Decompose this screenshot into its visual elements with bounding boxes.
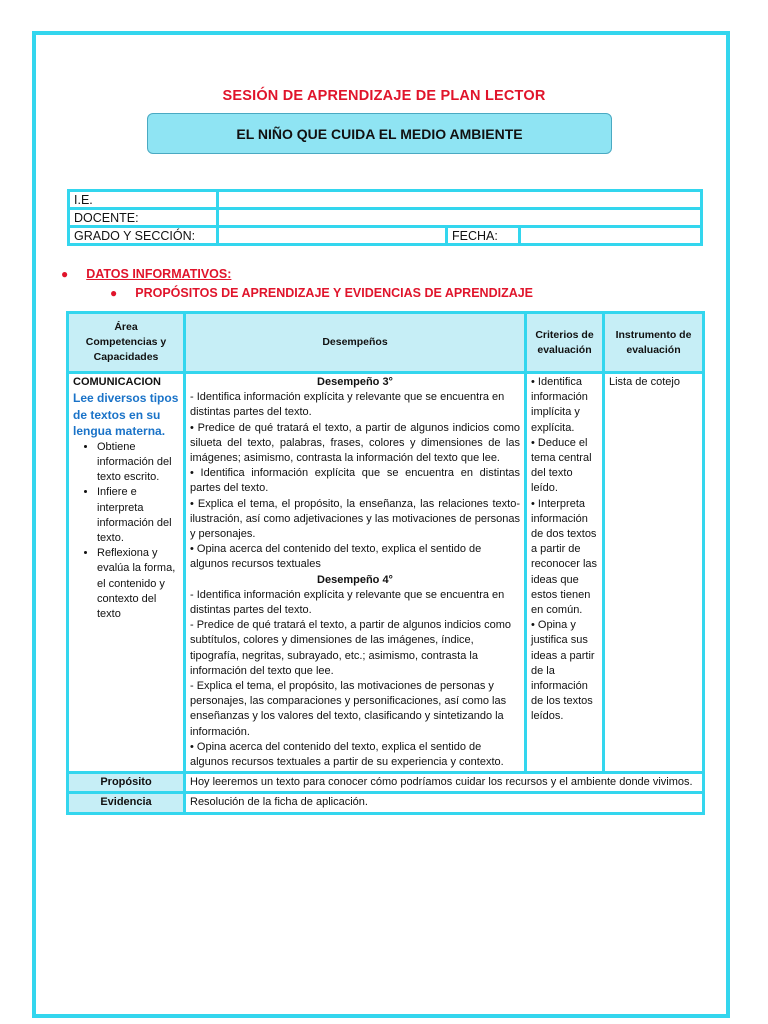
- session-title: EL NIÑO QUE CUIDA EL MEDIO AMBIENTE: [236, 125, 523, 142]
- datos-heading: ● DATOS INFORMATIVOS:: [61, 267, 232, 281]
- desempeno3-title: Desempeño 3°: [317, 376, 393, 388]
- evidencia-label: Evidencia: [68, 793, 185, 813]
- fecha-value[interactable]: [520, 227, 702, 245]
- desempenos-cell: [185, 373, 526, 773]
- criterio-item: • Opina y justifica sus ideas a partir de la información de los textos leídos.: [531, 619, 595, 723]
- grado-value[interactable]: [218, 227, 447, 245]
- area-name: COMUNICACION: [73, 376, 161, 388]
- capacidad-item: • Infiere e interpreta información del texto.: [97, 485, 179, 546]
- docente-value[interactable]: [218, 209, 702, 227]
- competencia-title: Lee diversos tipos de textos en su lengua materna.: [73, 391, 179, 439]
- desempeno-item: • Opina acerca del contenido del texto, explica el sentido de algunos recursos textuales a partir de su experiencia y contexto.: [190, 740, 504, 769]
- criterios-cell: [526, 373, 604, 773]
- evidencia-text: Resolución de la ficha de aplicación.: [185, 793, 704, 813]
- desempeno4-title: Desempeño 4°: [317, 573, 393, 586]
- header-instrumento: Instrumento de evaluación: [604, 313, 704, 373]
- header-criterios: Criterios de evaluación: [526, 313, 604, 373]
- header-area: Área Competencias y Capacidades: [68, 313, 185, 373]
- propositos-heading: ● PROPÓSITOS DE APRENDIZAJE Y EVIDENCIAS DE APRENDIZAJE: [110, 286, 534, 300]
- criterio-item: • Identifica información implícita y explícita.: [531, 376, 588, 434]
- desempeno-item: • Identifica información explícita que se encuentra en distintas partes del texto.: [190, 467, 520, 495]
- proposito-label: Propósito: [68, 773, 185, 793]
- capacidad-item: • Reflexiona y evalúa la forma, el contenido y contexto del texto: [97, 546, 179, 622]
- info-table: [67, 189, 703, 246]
- desempeno-item: - Identifica información explícita y relevante que se encuentra en distintas partes del texto.: [190, 391, 505, 419]
- ie-label: I.E.: [69, 191, 218, 209]
- area-cell: [68, 373, 185, 773]
- propositos-table: [66, 311, 705, 815]
- desempeno-item: - Predice de qué tratará el texto, a partir de algunos indicios como subtítulos, colores y dimensiones de las imágenes, índice, tipografía, negritas, subrayado, etc.; asimismo, contrasta la información del texto que lee.: [190, 619, 512, 677]
- session-title-box: [147, 113, 612, 154]
- desempeno-item: • Explica el tema, el propósito, la enseñanza, las relaciones texto-ilustración, así como adjetivaciones y las motivaciones de personas y personajes.: [190, 497, 520, 541]
- proposito-text: Hoy leeremos un texto para conocer cómo podríamos cuidar los recursos y el ambiente donde vivimos.: [185, 773, 704, 793]
- bullet-icon: ●: [61, 267, 69, 281]
- header-desempenos: Desempeños: [185, 313, 526, 373]
- grado-label: GRADO Y SECCIÓN:: [69, 227, 218, 245]
- capacidad-item: • Obtiene información del texto escrito.: [97, 440, 179, 486]
- desempeno-item: • Predice de qué tratará el texto, a partir de algunos indicios como silueta del texto, palabras, frases, colores y dimensiones de las imágenes; asimismo, contrasta la información del texto que lee.: [190, 421, 520, 465]
- desempeno-item: • Opina acerca del contenido del texto, explica el sentido de algunos recursos textuales: [190, 543, 482, 571]
- ie-value[interactable]: [218, 191, 702, 209]
- criterio-item: • Interpreta información de dos textos a partir de reconocer las ideas que estos tienen en común.: [531, 497, 598, 617]
- page-title: SESIÓN DE APRENDIZAJE DE PLAN LECTOR: [222, 88, 546, 104]
- bullet-icon: ●: [110, 286, 118, 300]
- instrumento-cell: Lista de cotejo: [604, 373, 704, 773]
- capacidades-list: [73, 440, 179, 622]
- docente-label: DOCENTE:: [69, 209, 218, 227]
- desempeno-item: - Explica el tema, el propósito, las motivaciones de personas y personajes, las comparaciones y personificaciones, así como las enseñanzas y los valores del texto, clasificando y sintetizando la información.: [190, 680, 507, 738]
- fecha-label: FECHA:: [447, 227, 520, 245]
- criterio-item: • Deduce el tema central del texto leído.: [531, 436, 592, 495]
- desempeno-item: - Identifica información explícita y relevante que se encuentra en distintas partes del texto.: [190, 588, 505, 617]
